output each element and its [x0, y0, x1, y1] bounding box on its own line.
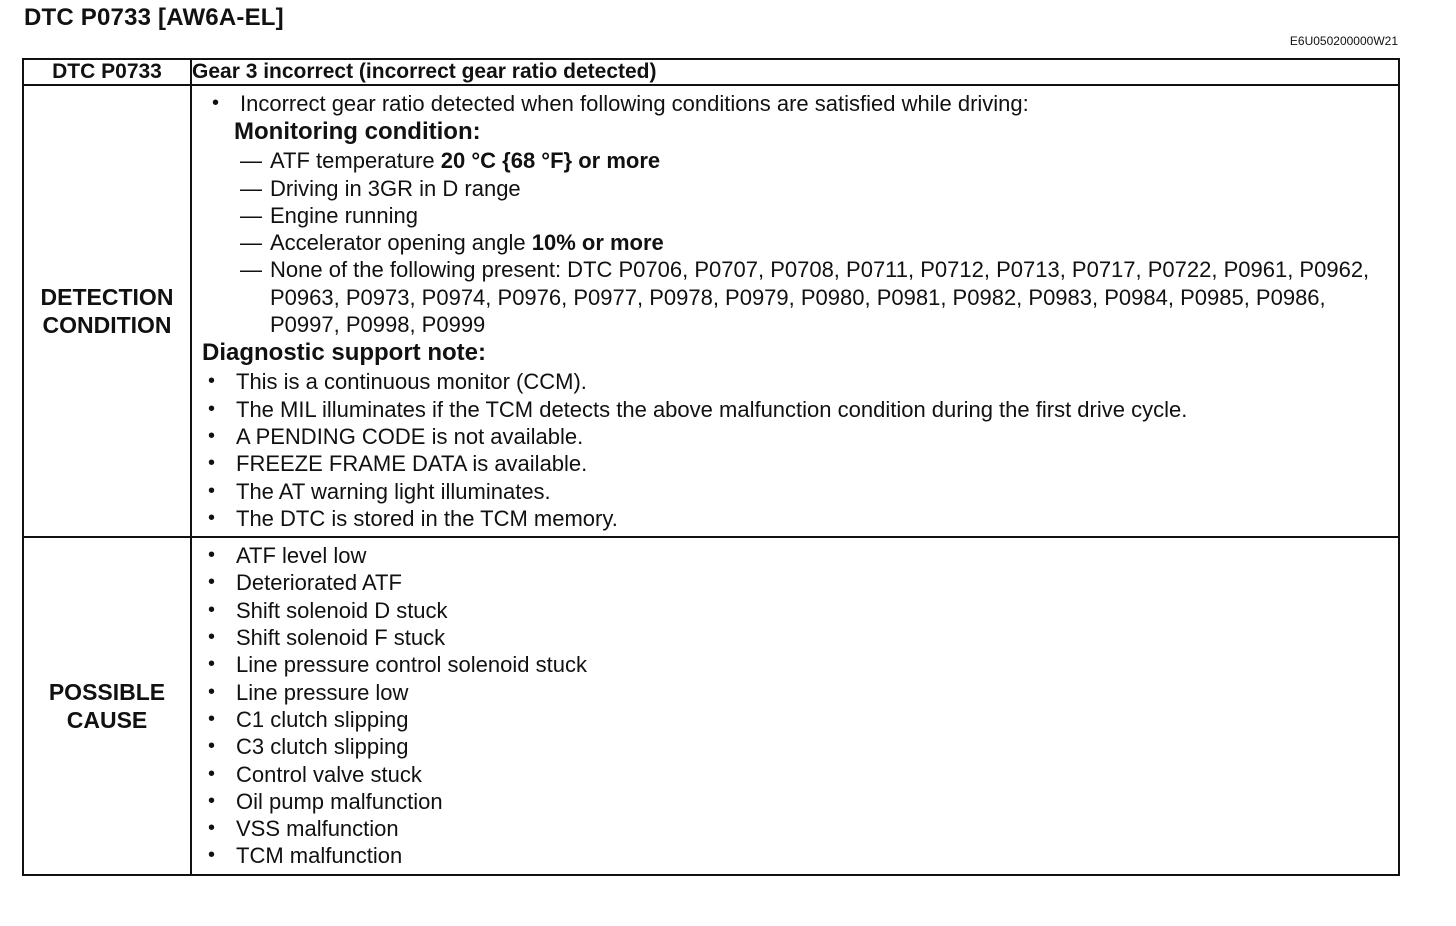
support-heading: Diagnostic support note: [202, 339, 486, 367]
document-code: E6U050200000W21 [1289, 34, 1398, 48]
possible-cause-item: • Shift solenoid D stuck [202, 597, 1392, 624]
possible-label-line2: CAUSE [66, 706, 148, 733]
detection-condition-label [23, 85, 191, 537]
possible-cause-item: • Line pressure control solenoid stuck [202, 651, 1392, 678]
detection-label-line1: DETECTION [40, 284, 174, 311]
support-note-item: • This is a continuous monitor (CCM). [202, 368, 1392, 395]
causes-list [192, 538, 1398, 874]
detection-condition-content [191, 85, 1399, 537]
dtc-table [22, 58, 1400, 876]
support-note-item: • The DTC is stored in the TCM memory. [202, 505, 1392, 532]
possible-cause-content [191, 537, 1399, 875]
detection-intro: • Incorrect gear ratio detected when following conditions are satisfied while driving: [202, 90, 1392, 117]
condition-threshold: 20 °C {68 °F} or more [440, 148, 661, 174]
condition-text: Engine running [270, 202, 419, 228]
page-title: DTC P0733 [AW6A-EL] [24, 4, 284, 31]
possible-cause-item: • Deteriorated ATF [202, 569, 1392, 596]
support-note-item: • The AT warning light illuminates. [202, 478, 1392, 505]
condition-threshold: 10% or more [531, 230, 664, 256]
support-notes-list [202, 368, 1392, 532]
support-note-item: • A PENDING CODE is not available. [202, 423, 1392, 450]
detection-condition-row [23, 85, 1399, 537]
possible-cause-row [23, 537, 1399, 875]
condition-text: Driving in 3GR in D range [270, 175, 521, 201]
possible-cause-item: • VSS malfunction [202, 815, 1392, 842]
monitoring-condition-item [202, 175, 1392, 202]
possible-label-line1: POSSIBLE [48, 678, 166, 705]
monitoring-heading: Monitoring condition: [234, 118, 481, 146]
possible-cause-label [23, 537, 191, 875]
possible-cause-item: • TCM malfunction [202, 842, 1392, 869]
monitoring-condition-item [202, 229, 1392, 256]
condition-text: ATF temperature [270, 148, 441, 174]
possible-cause-item: • Shift solenoid F stuck [202, 624, 1392, 651]
table-header-row [23, 59, 1399, 85]
possible-cause-item: • C1 clutch slipping [202, 706, 1392, 733]
possible-cause-item: • Control valve stuck [202, 761, 1392, 788]
monitoring-condition-item [202, 147, 1392, 174]
condition-text: Accelerator opening angle [270, 230, 532, 256]
monitoring-conditions-list [202, 147, 1392, 256]
support-note-item: • FREEZE FRAME DATA is available. [202, 450, 1392, 477]
possible-cause-item: • ATF level low [202, 542, 1392, 569]
monitoring-condition-item [202, 202, 1392, 229]
dtc-code-cell: DTC P0733 [23, 59, 191, 85]
none-present-condition [202, 256, 1392, 338]
detection-label-line2: CONDITION [42, 312, 172, 339]
dtc-description-cell: Gear 3 incorrect (incorrect gear ratio detected) [191, 59, 1399, 85]
possible-cause-item: • Oil pump malfunction [202, 788, 1392, 815]
possible-cause-item: • Line pressure low [202, 679, 1392, 706]
support-note-item: • The MIL illuminates if the TCM detects the above malfunction condition during the first drive cycle. [202, 396, 1392, 423]
none-present-text: — None of the following present: DTC P0706, P0707, P0708, P0711, P0712, P0713, P0717, P0722, P0961, P0962, P0963, P0973, P0974, P0976, P0977, P0978, P0979, P0980, P0981, P0982, P0983, P0984, P0985, P0986, P0997, P0998, P0999 [270, 257, 1370, 338]
possible-cause-item: • C3 clutch slipping [202, 733, 1392, 760]
